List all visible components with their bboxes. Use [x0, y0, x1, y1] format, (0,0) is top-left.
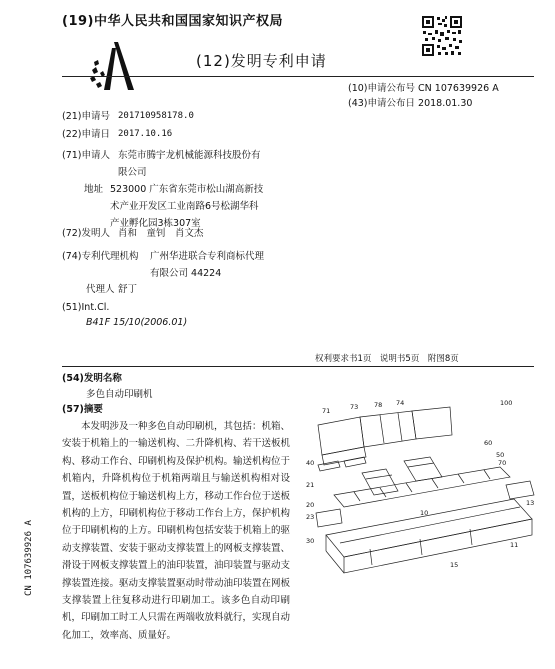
publication-number: (10)申请公布号 CN 107639926 A — [348, 83, 499, 94]
int-cl-label: (51)Int.Cl. — [62, 302, 110, 313]
office-name: (19)中华人民共和国国家知识产权局 — [62, 14, 283, 29]
int-cl: B41F 15/10(2006.01) — [86, 317, 188, 328]
applicant-line-1: 东莞市腾宇龙机械能源科技股份有 — [118, 150, 261, 161]
agency-line-1: 广州华进联合专利商标代理 — [150, 251, 265, 262]
inventor-label: (72)发明人 — [62, 228, 111, 239]
address-line-1: 523000 广东省东莞市松山湖高新技 — [110, 184, 264, 195]
address-line-3: 产业孵化园3栋307室 — [110, 218, 201, 229]
svg-text:60: 60 — [484, 439, 493, 447]
svg-text:78: 78 — [374, 401, 383, 409]
svg-text:20: 20 — [306, 501, 315, 509]
address-line-2: 术产业开发区工业南路6号松湖华科 — [110, 201, 259, 212]
agency-line-2: 有限公司 44224 — [150, 268, 222, 279]
document-type: (12)发明专利申请 — [196, 52, 327, 70]
cnipa-logo-icon — [88, 40, 138, 92]
machine-figure — [300, 395, 548, 585]
svg-text:71: 71 — [322, 407, 331, 415]
applicant-line-2: 限公司 — [118, 167, 147, 178]
applicant-label: (71)申请人 — [62, 150, 111, 161]
svg-text:23: 23 — [306, 513, 315, 521]
filing-date: 2017.10.16 — [118, 129, 173, 139]
section-rule — [62, 366, 534, 367]
svg-text:40: 40 — [306, 459, 315, 467]
svg-text:100: 100 — [500, 399, 513, 407]
svg-text:70: 70 — [498, 459, 507, 467]
agent-label: 代理人 — [86, 284, 115, 295]
title-label: (54)发明名称 — [62, 373, 122, 384]
svg-text:74: 74 — [396, 399, 405, 407]
svg-text:11: 11 — [510, 541, 519, 549]
svg-text:73: 73 — [350, 403, 359, 411]
application-number: 201710958178.0 — [118, 111, 194, 121]
invention-title: 多色自动印刷机 — [86, 389, 153, 400]
abstract-label: (57)摘要 — [62, 404, 103, 415]
application-number-label: (21)申请号 — [62, 111, 111, 122]
page-counts: 权利要求书1页 说明书5页 附图8页 — [315, 354, 459, 364]
side-publication-code: CN 107639926 A — [24, 520, 34, 596]
header-rule — [62, 76, 534, 77]
svg-text:13: 13 — [526, 499, 535, 507]
agent: 舒丁 — [118, 284, 138, 295]
agency-label: (74)专利代理机构 — [62, 251, 139, 262]
svg-text:30: 30 — [306, 537, 315, 545]
svg-text:15: 15 — [450, 561, 459, 569]
publication-date: (43)申请公布日 2018.01.30 — [348, 98, 473, 109]
qr-code-icon — [420, 14, 464, 58]
inventors: 肖和 童钊 肖文杰 — [118, 228, 204, 239]
svg-text:21: 21 — [306, 481, 315, 489]
address-label: 地址 — [84, 184, 104, 195]
abstract-text: 本发明涉及一种多色自动印刷机，其包括：机箱、安装于机箱上的一输送机构、二升降机构、若干送板机构、移动工作台、印刷机构及保护机构。输送机构位于机箱内，升降机构位于机箱两端且与输送机构相对设置，送板机构位于输送机构上方，移动工作台位于送板机构的上方，印刷机构位于移动工作台上方，保护机构位于印刷机构的上方。印刷机构包括安装于机箱上的驱动支撑装置、安装于驱动支撑装置上的网板支撑装置、滑设于网板支撑装置上的油印装置，油印装置与驱动支撑装置连接。驱动支撑装置驱动时带动油印装置在网板支撑装置上往复移动进行印刷加工。该多色自动印刷机，印刷加工时工人只需在两端收放料就行，实现自动化加工，效率高、质量好。 — [62, 421, 291, 641]
filing-date-label: (22)申请日 — [62, 129, 111, 140]
svg-text:50: 50 — [496, 451, 505, 459]
svg-text:10: 10 — [420, 509, 429, 517]
